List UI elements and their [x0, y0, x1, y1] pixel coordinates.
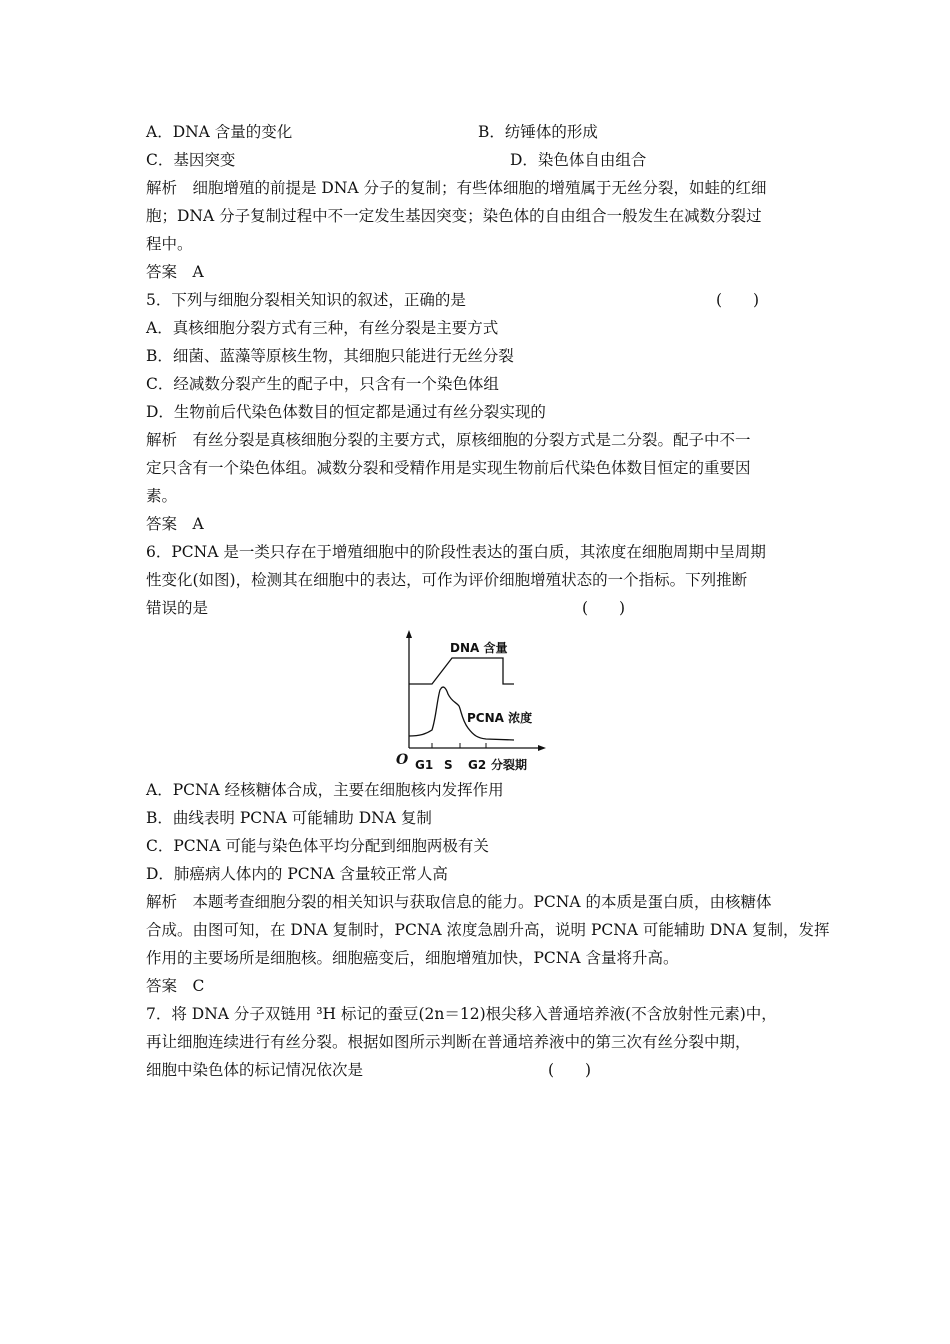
- q6-analysis-line: 解析 本题考查细胞分裂的相关知识与获取信息的能力。PCNA 的本质是蛋白质，由核糖体: [146, 893, 772, 911]
- q5-option-c: C．经减数分裂产生的配子中，只含有一个染色体组: [146, 375, 499, 393]
- q6-answer-blank: ( ): [582, 599, 626, 617]
- q5-stem: 5．下列与细胞分裂相关知识的叙述，正确的是: [146, 291, 466, 309]
- tick-label-g2: G2: [468, 758, 487, 772]
- y-axis-arrow-icon: [406, 630, 412, 638]
- q4-option-a: A．DNA 含量的变化: [146, 123, 293, 141]
- q4-answer: 答案 A: [146, 263, 204, 281]
- q4-option-c: C．基因突变: [146, 151, 236, 169]
- q5-analysis-line: 素。: [146, 487, 178, 505]
- dna-content-curve: [409, 658, 514, 684]
- tick-label-mitosis: 分裂期: [491, 758, 528, 772]
- q5-answer: 答案 A: [146, 515, 204, 533]
- q6-stem-line: 错误的是: [146, 599, 209, 617]
- q4-analysis-line: 程中。: [146, 235, 193, 253]
- q6-stem-line: 6．PCNA 是一类只存在于增殖细胞中的阶段性表达的蛋白质，其浓度在细胞周期中呈周期: [146, 543, 766, 561]
- q4-analysis-line: 解析 细胞增殖的前提是 DNA 分子的复制；有些体细胞的增殖属于无丝分裂，如蛙的红细: [146, 179, 767, 197]
- x-axis-arrow-icon: [538, 745, 546, 751]
- q7-stem-line: 7．将 DNA 分子双链用 ³H 标记的蚕豆(2n＝12)根尖移入普通培养液(不含放射性元素)中，: [146, 1005, 777, 1023]
- q5-analysis-line: 解析 有丝分裂是真核细胞分裂的主要方式，原核细胞的分裂方式是二分裂。配子中不一: [146, 431, 751, 449]
- q4-option-d: D．染色体自由组合: [510, 151, 647, 169]
- q4-analysis-line: 胞；DNA 分子复制过程中不一定发生基因突变；染色体的自由组合一般发生在减数分裂过: [146, 207, 762, 225]
- q5-answer-blank: ( ): [716, 291, 760, 309]
- q6-analysis-line: 合成。由图可知，在 DNA 复制时，PCNA 浓度急剧升高，说明 PCNA 可能辅助 DNA 复制，发挥: [146, 921, 830, 939]
- dna-content-label: DNA 含量: [450, 641, 508, 655]
- tick-label-s: S: [444, 758, 453, 772]
- tick-label-g1: G1: [415, 758, 434, 772]
- q5-option-a: A．真核细胞分裂方式有三种，有丝分裂是主要方式: [146, 319, 499, 337]
- cell-cycle-figure: [390, 628, 550, 776]
- q6-answer: 答案 C: [146, 977, 205, 995]
- q6-stem-line: 性变化(如图)，检测其在细胞中的表达，可作为评价细胞增殖状态的一个指标。下列推断: [146, 571, 748, 589]
- q7-stem-line: 再让细胞连续进行有丝分裂。根据如图所示判断在普通培养液中的第三次有丝分裂中期，: [146, 1033, 751, 1051]
- q6-option-d: D．肺癌病人体内的 PCNA 含量较正常人高: [146, 865, 448, 883]
- q7-stem-line: 细胞中染色体的标记情况依次是: [146, 1061, 364, 1079]
- q5-analysis-line: 定只含有一个染色体组。减数分裂和受精作用是实现生物前后代染色体数目恒定的重要因: [146, 459, 751, 477]
- cell-cycle-graph: [390, 628, 550, 776]
- q6-option-b: B．曲线表明 PCNA 可能辅助 DNA 复制: [146, 809, 432, 827]
- q6-option-c: C．PCNA 可能与染色体平均分配到细胞两极有关: [146, 837, 489, 855]
- q6-analysis-line: 作用的主要场所是细胞核。细胞癌变后，细胞增殖加快，PCNA 含量将升高。: [146, 949, 679, 967]
- pcna-concentration-label: PCNA 浓度: [467, 711, 533, 725]
- q5-option-b: B．细菌、蓝藻等原核生物，其细胞只能进行无丝分裂: [146, 347, 514, 365]
- q6-option-a: A．PCNA 经核糖体合成，主要在细胞核内发挥作用: [146, 781, 504, 799]
- origin-label: O: [396, 752, 409, 768]
- q7-answer-blank: ( ): [548, 1061, 592, 1079]
- q5-option-d: D．生物前后代染色体数目的恒定都是通过有丝分裂实现的: [146, 403, 546, 421]
- q4-option-b: B．纺锤体的形成: [478, 123, 598, 141]
